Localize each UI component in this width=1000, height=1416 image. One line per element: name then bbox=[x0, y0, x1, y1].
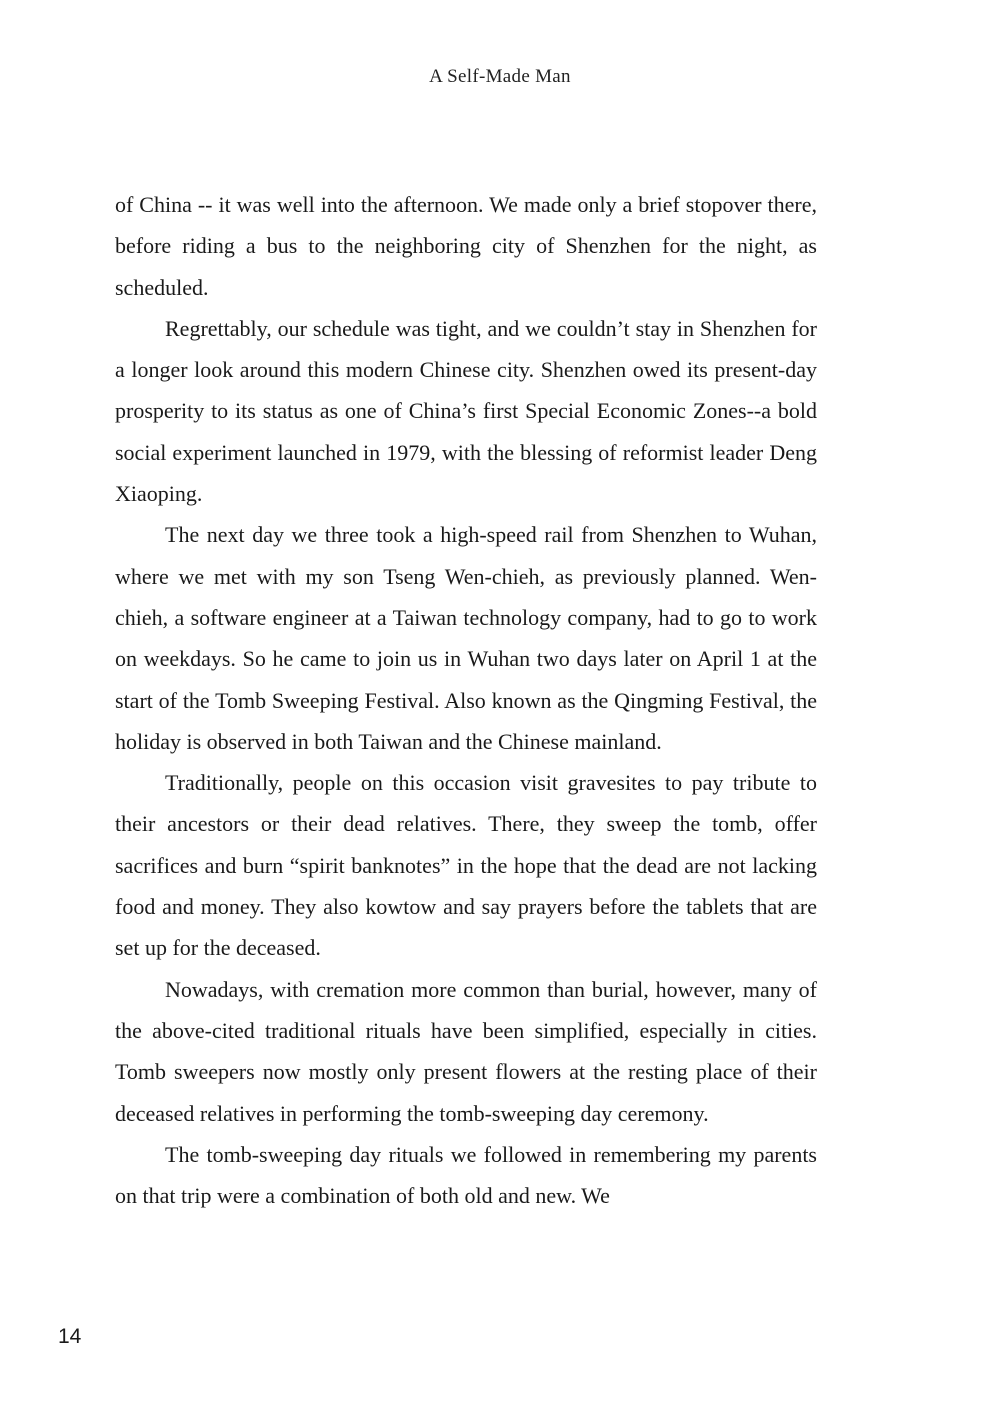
page-number: 14 bbox=[58, 1325, 82, 1348]
body-text bbox=[115, 184, 817, 1216]
running-header: A Self-Made Man bbox=[429, 66, 571, 87]
paragraph: Regrettably, our schedule was tight, and we couldn’t stay in Shenzhen for a longer look around this modern Chinese city. Shenzhen owed its present-day prosperity to its status as one of China’s first Special Economic Zones--a bold social experiment launched in 1979, with the blessing of reformist leader Deng Xiaoping. bbox=[115, 315, 817, 507]
paragraph: The next day we three took a high-speed rail from Shenzhen to Wuhan, where we met with my son Tseng Wen-chieh, as previously planned. Wen-chieh, a software engineer at a Taiwan technology company, had to go to work on weekdays. So he came to join us in Wuhan two days later on April 1 at the start of the Tomb Sweeping Festival. Also known as the Qingming Festival, the holiday is observed in both Taiwan and the Chinese mainland. bbox=[115, 522, 817, 754]
paragraph: of China -- it was well into the afternoon. We made only a brief stopover there, before riding a bus to the neighboring city of Shenzhen for the night, as scheduled. bbox=[115, 192, 817, 300]
paragraph: Nowadays, with cremation more common than burial, however, many of the above-cited traditional rituals have been simplified, especially in cities. Tomb sweepers now mostly only present flowers at the resting place of their deceased relatives in performing the tomb-sweeping day ceremony. bbox=[115, 976, 817, 1126]
paragraph: The tomb-sweeping day rituals we followed in remembering my parents on that trip were a combination of both old and new. We bbox=[115, 1141, 817, 1209]
paragraph: Traditionally, people on this occasion visit gravesites to pay tribute to their ancestors or their dead relatives. There, they sweep the tomb, offer sacrifices and burn “spirit banknotes” in the hope that the dead are not lacking food and money. They also kowtow and say prayers before the tablets that are set up for the deceased. bbox=[115, 770, 817, 961]
